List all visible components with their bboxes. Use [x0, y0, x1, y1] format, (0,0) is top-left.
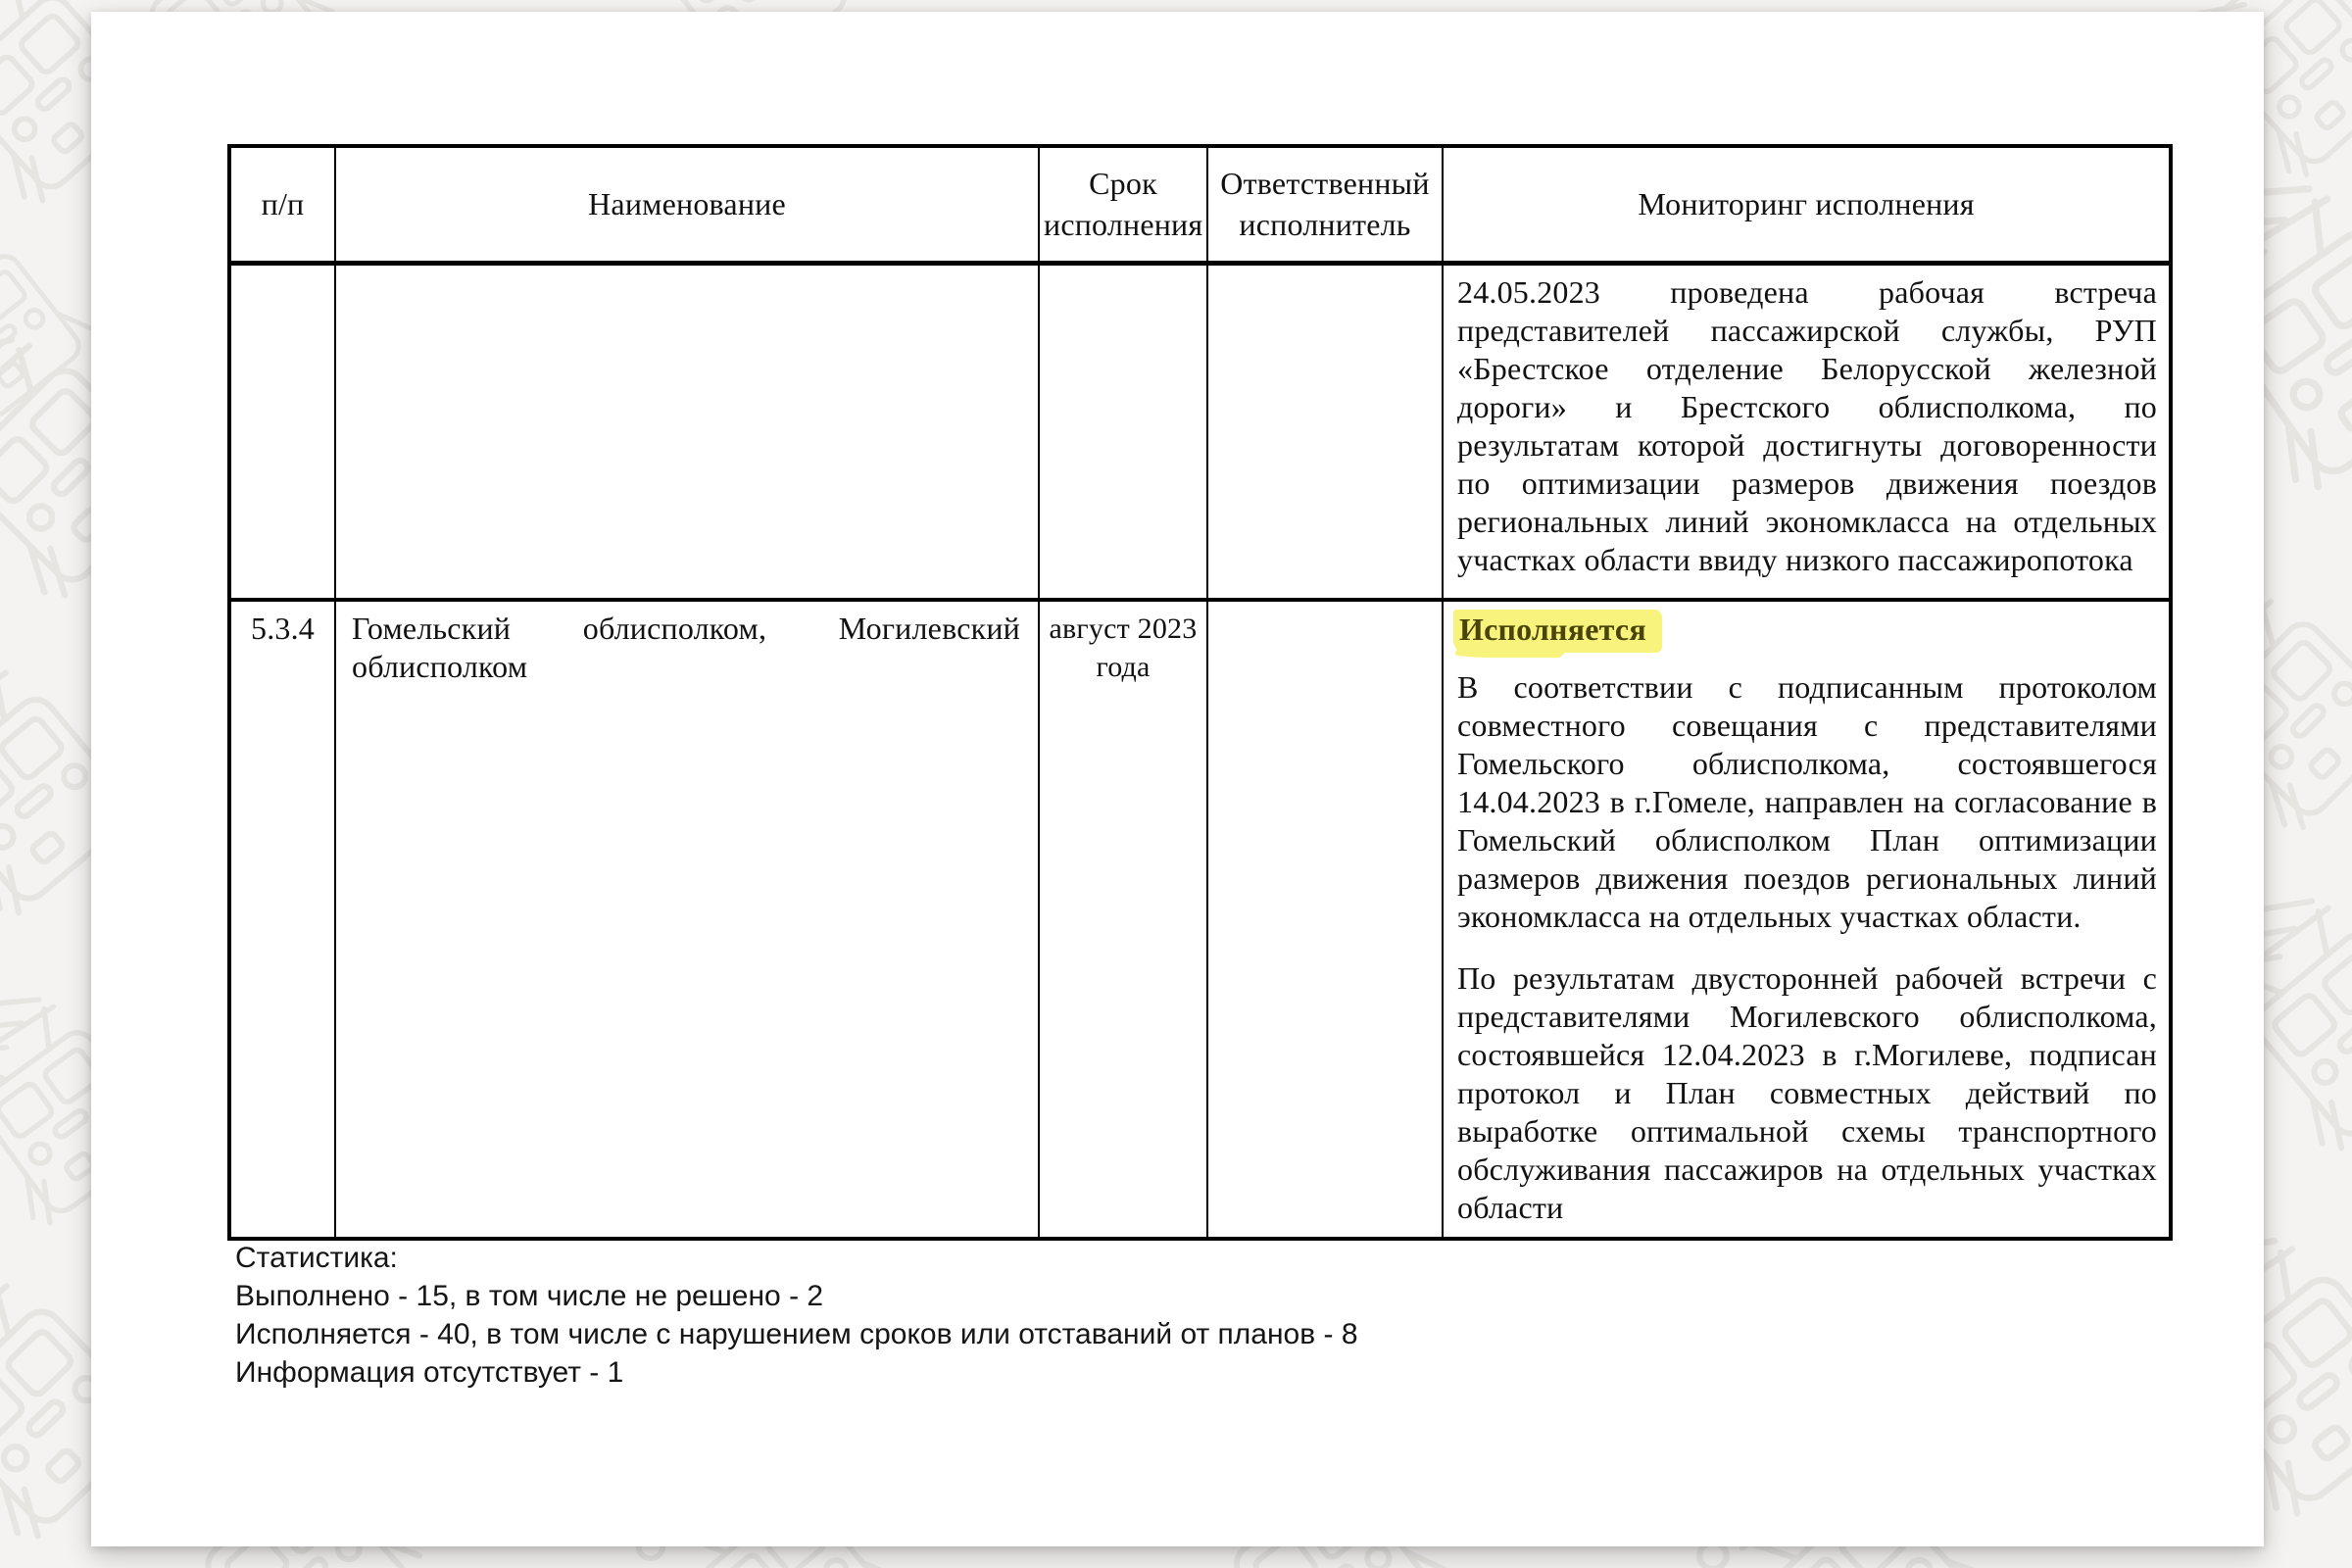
header-term: Срок исполнения	[1039, 146, 1207, 263]
header-monitoring: Мониторинг исполнения	[1443, 146, 2171, 263]
statistics-title: Статистика:	[235, 1242, 398, 1274]
status-highlight-badge: Исполняется	[1453, 610, 1662, 653]
header-executor: Ответственный исполнитель	[1207, 146, 1443, 263]
header-npp: п/п	[229, 146, 335, 263]
cell-name: Гомельский облисполком, Могилевский облисполком	[335, 600, 1039, 1239]
monitoring-table	[227, 144, 2173, 1241]
table-header-row	[229, 146, 2171, 263]
cell-monitoring	[1443, 600, 2171, 1239]
statistics-line: Информация отсутствует - 1	[235, 1356, 624, 1389]
monitoring-paragraph: По результатам двусторонней рабочей встречи с представителями Могилевского облисполкома, состоявшейся 12.04.2023 в г.Могилеве, подписан протокол и План совместных действий по выработке оптимальной схемы транспортного обслуживания пассажиров на отдельных участках области	[1457, 960, 2157, 1225]
cell-executor	[1207, 263, 1443, 600]
table-row	[229, 600, 2171, 1239]
cell-name	[335, 263, 1039, 600]
cell-npp: 5.3.4	[229, 600, 335, 1239]
statistics-block	[235, 1239, 1901, 1392]
table-row	[229, 263, 2171, 600]
cell-term: август 2023 года	[1039, 600, 1207, 1239]
cell-executor	[1207, 600, 1443, 1239]
statistics-line: Выполнено - 15, в том числе не решено - 2	[235, 1280, 824, 1312]
document-page	[91, 12, 2264, 1546]
statistics-line: Исполняется - 40, в том числе с нарушением сроков или отставаний от планов - 8	[235, 1318, 1358, 1350]
cell-term	[1039, 263, 1207, 600]
cell-monitoring	[1443, 263, 2171, 600]
header-name: Наименование	[335, 146, 1039, 263]
cell-npp	[229, 263, 335, 600]
monitoring-paragraph: В соответствии с подписанным протоколом совместного совещания с представителями Гомельского облисполкома, состоявшегося 14.04.2023 в г.Гомеле, направлен на согласование в Гомельский облисполком План оптимизации размеров движения поездов региональных линий экономкласса на отдельных участках области.	[1457, 669, 2157, 934]
monitoring-paragraph: 24.05.2023 проведена рабочая встреча представителей пассажирской службы, РУП «Брестское отделение Белорусской железной дороги» и Брестского облисполкома, по результатам которой достигнуты договоренности по оптимизации размеров движения поездов региональных линий экономкласса на отдельных участках области ввиду низкого пассажиропотока	[1457, 273, 2157, 577]
